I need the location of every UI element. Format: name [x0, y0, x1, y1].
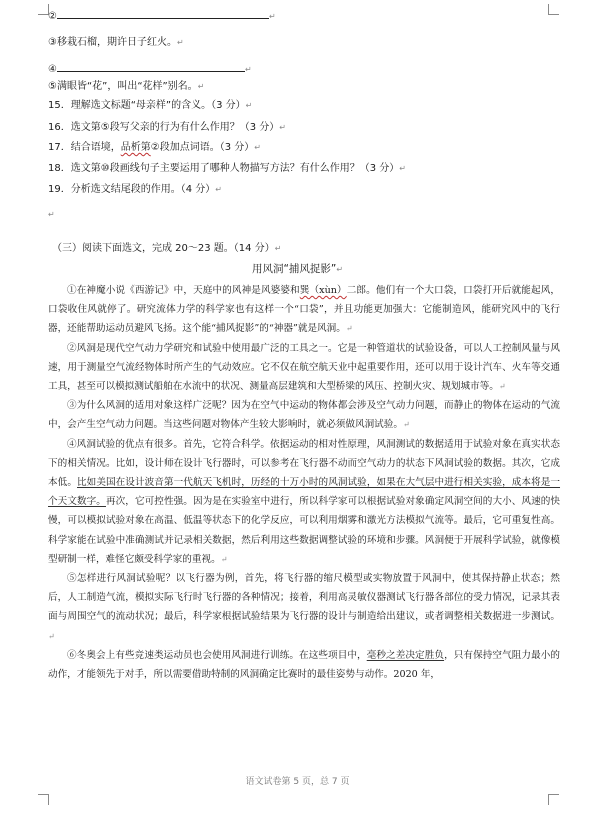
- paragraph-5: ⑤怎样进行风洞试验呢？以飞行器为例，首先，将飞行器的缩尺模型或实物放置于风洞中，使其保持静止状态；然后，人工制造气流，模拟实际飞行时飞行器的各种情况；接着，利用高灵敏仪器测试飞行器各部位的受力情况，记录其表面与周围空气的流动状况；最后，科学家根据试验结果为飞行器的设计与制造给出建议，或者调整相关数据进一步测试。↵: [48, 573, 560, 641]
- question-15: 15．理解选文标题“母亲样”的含义。（3 分）↵: [48, 100, 253, 111]
- question-16: 16．选文第⑤段写父亲的行为有什么作用？（3 分）↵: [48, 122, 286, 133]
- crop-mark-bottom-left: [38, 794, 49, 805]
- essay-body: [48, 281, 560, 684]
- paragraph-6: ⑥冬奥会上有些竞速类运动员也会使用风洞进行训练。在这些项目中，毫秒之差决定胜负，只有保持空气阻力最小的动作，才能领先于对手，所以需要借助特制的风洞确定比赛时的最佳姿势与动作。2020 年，: [48, 649, 561, 681]
- item-2-line: ② ↵: [48, 8, 276, 24]
- item-4-line: ④ ↵: [48, 61, 252, 77]
- answer-blank-4: [57, 61, 245, 72]
- empty-line: ↵: [48, 210, 55, 219]
- answer-blank-2: [57, 8, 269, 19]
- crop-mark-top-right: [548, 4, 559, 15]
- paragraph-1: ①在神魔小说《西游记》中，天庭中的风神是风婆婆和巽（xùn）二郎。他们有一个大口袋，口袋打开后就能起风，口袋收住风就停了。研究流体力学的科学家也有这样一个“口袋”，并且功能更加强大：它能制造风，能研究风中的飞行器，还能帮助运动员避风飞扬。这个能“捕风捉影”的“神器”就是风洞。↵: [48, 285, 560, 335]
- question-17: 17．结合语境，品析第②段加点词语。（3 分）↵: [48, 142, 261, 153]
- section-three-header: （三）阅读下面选文，完成 20～23 题。（14 分）↵: [52, 243, 282, 254]
- crop-mark-bottom-right: [548, 794, 559, 805]
- paragraph-2: ②风洞是现代空气动力学研究和试验中使用最广泛的工具之一。它是一种管道状的试验设备，可以人工控制风量与风速，用于测量空气流经物体时所产生的气动效应。它不仅在航空航天业中起重要作用，还可以用于设计汽车、火车等交通工具，甚至可以模拟测试船舶在水流中的状况、测量高层建筑和大型桥梁的风压、控制火灾、规划城市等。↵: [48, 342, 560, 393]
- item-5-line: ⑤满眼皆“花”，叫出“花样”别名。↵: [48, 81, 205, 92]
- question-18: 18．选文第⑩段画线句子主要运用了哪种人物描写方法？有什么作用？（3 分）↵: [48, 163, 406, 174]
- essay-title: 用风洞“捕风捉影”↵: [251, 263, 344, 275]
- page-footer: 语文试卷第 5 页，总 7 页: [245, 777, 350, 787]
- paragraph-3: ③为什么风洞的适用对象这样广泛呢？因为在空气中运动的物体都会涉及空气动力问题，而静止的物体在运动的气流中，会产生空气动力问题。当这些问题对物体产生较大影响时，就必须做风洞试验。↵: [48, 400, 560, 431]
- paragraph-4: ④风洞试验的优点有很多。首先，它符合科学。依据运动的相对性原理，风洞测试的数据适用于试验对象在真实状态下的相关情况。比如，设计师在设计飞行器时，可以参考在飞行器不动而空气动力的状态下风洞试验的数据。其次，它成本低。比如美国在设计波音第一代航天飞机时，历经的十万小时的风洞试验，如果在大气层中进行相关实验，成本将是一个天文数字。再次，它可控性强。因为是在实验室中进行，所以科学家可以根据试验对象确定风洞空间的大小、风速的快慢，可以模拟试验对象在高温、低温等状态下的化学反应，可以利用烟雾和激光方法模拟气流等。最后，它可重复性高。科学家能在试验中准确测试并记录相关数据，然后利用这些数据调整试验的环境和步骤。风洞便于开展科学试验，就像模型研制一样，难怪它颇受科学家的重视。↵: [48, 438, 561, 565]
- question-19: 19．分析选文结尾段的作用。（4 分）↵: [48, 184, 222, 195]
- item-3-line: ③移栽石榴，期许日子红火。↵: [48, 37, 184, 48]
- underlined-sentence: 比如美国在设计波音第一代航天飞机时，历经的十万小时的风洞试验，如果在大气层中进行相关实验，成本将是一个天文数字。: [48, 477, 561, 508]
